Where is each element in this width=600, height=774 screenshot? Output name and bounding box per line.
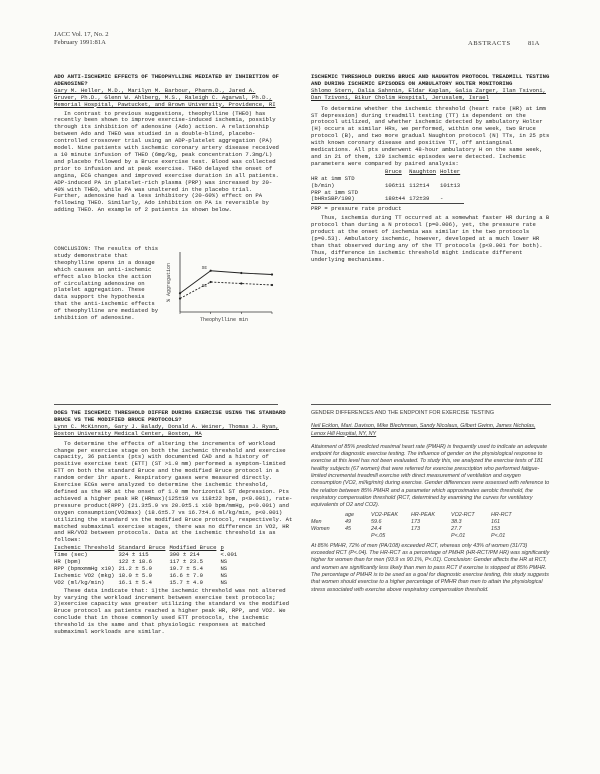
- abstract-authors: Lynn C. McKinnon, Gary J. Balady, Donald A. Weiner, Thomas J. Ryan, Boston University Medical Center, Boston, MA: [54, 422, 279, 437]
- abstract-body-part2: Thus, ischemia during TT occurred at a somewhat faster HR during a B protocol than during a N protocol (p=0.006), yet, the pressure rate product at the onset of ischemia was similar in the two protocols (p=0.53). Ambulatory ischemic, however, developed at a much lower HR than that observed during any of the TT protocols (p<0.001 for both). Thus, difference in ischemic threshold might indicate different underlying mechanisms.: [311, 214, 550, 263]
- data-point: [271, 273, 273, 275]
- table-row: [311, 526, 516, 533]
- table-cell: Women: [311, 526, 330, 533]
- table-cell: 15.7 ± 4.9: [169, 578, 204, 586]
- abstract-conclusion: [54, 246, 160, 406]
- abstract-title: ADO ANTI-ISCHEMIC EFFECTS OF THEOPHYLLINE MEDIATED BY INHIBITION OF ADENOSINE?: [54, 74, 279, 87]
- table-cell: 24.4: [371, 526, 382, 533]
- table-header-cell: age: [345, 511, 354, 518]
- abstract-title: DOES THE ISCHEMIC THRESHOLD DIFFER DURING EXERCISE USING THE STANDARD BRUCE VS THE MODIFIED BRUCE PROTOCOLS?: [54, 410, 286, 423]
- table-header-cell: p: [220, 544, 224, 552]
- abstract-ischemic-threshold-standard-modified-bruce: [54, 410, 294, 735]
- gender-table: [311, 512, 516, 541]
- table-cell: 324 ± 115: [118, 551, 149, 559]
- table-cell: 38.3: [451, 518, 462, 525]
- page-number: 81A: [528, 40, 540, 47]
- abstract-authors: Neil Ecklon, Mari. Davison, Mike Blechmnan, Sandy Nicolaus, Gilbert Gwinn, James Nicholas, Lenox Hill Hospital, NY, NY: [311, 423, 536, 437]
- table-cell: 59.6: [371, 518, 382, 525]
- table-cell: <.001: [220, 551, 238, 559]
- journal-date: February 1991:81A: [54, 39, 106, 46]
- bruce-naughton-table: [311, 169, 464, 205]
- table-cell: 21.2 ± 5.0: [118, 564, 153, 572]
- table-cell: 18.0 ± 5.0: [118, 571, 153, 579]
- table-cell: [440, 190, 464, 197]
- data-point: [179, 297, 181, 299]
- section-divider: [311, 404, 551, 405]
- chart-x-label: Theophylline min: [199, 317, 249, 323]
- data-point: [240, 282, 242, 284]
- abstract-gender-differences: [311, 410, 551, 730]
- table-cell: 27.7: [451, 526, 462, 533]
- table-cell: NS: [220, 578, 228, 586]
- table-header-cell: Holter: [440, 167, 461, 175]
- abstract-body-part2: At 85% PMHR, 72% of men (PA/108) exceeded RCT, whereas only 43% of women (31/73) exceeded RCT (P<.04). The HR-RCT as a percentage of PMHR (HR-RCT/PM HR) was significantly higher for women than for men (93.9 vs 90.1%, P<.01). Conclusion: Gender affects the HR at RCT, and women are significantly less likely than men to pass RCT if exercise is stopped at 85% PMHR. The percentage of PMHR is to be used as a goal for diagnostic exercise testing, this study suggests that women should exercise to a higher percentage of PMHR than men to attain the physiological stress associated with exercise above respiratory compensation threshold.: [311, 542, 550, 593]
- table-footnote: PRP = pressure rate product: [311, 205, 402, 213]
- table-cell: Time (sec): [54, 551, 88, 559]
- abstract-body-part1: To determine whether the ischemic threshold (heart rate (HR) at 1mm ST depression) during treadmill testing (TT) is dependent on the protocol utilized, and whether ischemic detected by ambulatory Holter (H) occurs at similar HRs, we performed, within one week, two Bruce protocol (B), and two more gradual Naughton protocol (N) TTs, in 25 pts with known coronary disease and positive TT, off antianginal medications. All pts underwent 48-hour ambulatory H on the same week, and in 21 of them, 129 ischemic episodes were detected. Ischemic parameters were compared by paired analysis:: [311, 104, 550, 167]
- chart-y-label: % Aggregation: [166, 262, 172, 302]
- table-header-row: [311, 512, 516, 519]
- chart-lines: [179, 265, 273, 300]
- table-cell: P<.05: [371, 533, 386, 540]
- table-header-cell: VO2-PEAK: [371, 511, 398, 518]
- table-row: [311, 196, 464, 203]
- table-cell: 16.1 ± 5.4: [118, 578, 153, 586]
- table-row: [311, 519, 516, 526]
- table-header-cell: [311, 512, 345, 519]
- table-cell: RPP (bpmxmmHg x10): [54, 564, 115, 572]
- table-cell: 172±39: [409, 195, 430, 203]
- data-point: [271, 284, 273, 286]
- section-divider: [54, 404, 278, 405]
- data-point: [179, 292, 181, 294]
- table-header-cell: HR-RCT: [491, 511, 512, 518]
- abstract-body: In contrast to previous suggestions, theophylline (THEO) has recently been shown to improve exercise-induced ischemia, possibly through its inhibition of adenosine (Ado) action. A relationship between Ado and THEO was studied in a double-blind, placebo-controlled crossover trial using an ADP-platelet aggregation (PA) model. Nine patients with ischemic coronary artery disease received a 10 minute infusion of THEO (6mg/kg, peak concentration 7.3mg/L) and placebo followed by a Bruce exercise test. Blood was collected prior to infusion and at peak exercise. THEO delayed the onset of angina, ECG changes and improved exercise duration in all patients. ADP-induced PA in platelet-rich plasma (PRP) was increased by 20-40% with THEO, while PA was unaltered in the placebo trial. Further, adenosine had a less inhibitory (20-60%) effect on PA following THEO. Similarly, Ado inhibition on PA is reversible by adding THEO. An example of 2 patients is shown below.: [54, 109, 279, 214]
- table-cell: -: [440, 195, 444, 203]
- data-point: [240, 272, 242, 274]
- abstract-ischemic-threshold-bruce-naughton: [311, 74, 551, 374]
- table-cell: NS: [220, 564, 228, 572]
- abstract-title: GENDER DIFFERENCES AND THE ENDPOINT FOR EXERCISE TESTING: [311, 410, 495, 416]
- table-cell: 19.7 ± 5.4: [169, 564, 204, 572]
- table-row: [311, 533, 516, 540]
- table-cell: PRP at 1mm STD: [311, 188, 358, 196]
- table-cell: P<.01: [491, 533, 506, 540]
- table-cell: 180±44: [385, 195, 406, 203]
- table-cell: 106±11: [385, 181, 406, 189]
- journal-header: [54, 31, 109, 47]
- aggregation-chart: [162, 244, 282, 324]
- abstract-authors: Gary M. Heller, M.D., Marilyn M. Barbour, Pharm.D., Jared A. Gruver, Ph.D., Glenn W. Ahlberg, M.S., Raleigh C. Agarwal, Ph.D., Memorial Hospital, Pawtucket, and Brown University, Providence, RI: [54, 86, 276, 108]
- table-cell: 112±14: [409, 181, 430, 189]
- table-cell: 45: [345, 526, 351, 533]
- abstract-body-part2: These data indicate that: 1)the ischemic threshold was not altered by varying the workload increment between exercise test protocols; 2)exercise capacity was greater utilizing the standard vs the modified Bruce protocol as patients reached a higher peak HR, RPP, and VO2. We conclude that in those commonly used ETT protocols, the ischemic threshold is the same and that physiologic responses at matched submaximal workloads are similar.: [54, 586, 289, 636]
- table-cell: HR at 1mm STD: [311, 174, 355, 182]
- table-cell: 49: [345, 518, 351, 525]
- table-cell: 16.6 ± 7.0: [169, 571, 204, 579]
- conclusion-text: CONCLUSION: The results of this study demonstrate that theophylline opens in a dosage which causes an anti-ischemic effect also blocks the action of circulating adenosine on platelet aggregation. These data support the hypothesis that the anti-ischemic effects of theophylline are mediated by inhibition of adenosine.: [54, 246, 159, 322]
- abstract-title: ISCHEMIC THRESHOLD DURING BRUCE AND NAUGHTON PROTOCOL TREADMILL TESTING AND DURING ISCHEMIC EPISODES ON AMBULATORY HOLTER MONITORING: [311, 74, 550, 87]
- table-cell: 390 ± 214: [169, 551, 200, 559]
- table-cell: NS: [220, 558, 228, 566]
- table-header-cell: VO2-RCT: [451, 511, 475, 518]
- table-header-cell: Standard Bruce: [118, 544, 166, 552]
- annotation-label: SE: [201, 265, 208, 271]
- table-header-cell: Bruce: [385, 167, 402, 175]
- table-cell: 101±13: [440, 181, 461, 189]
- table-cell: VO2 (ml/kg/min): [54, 578, 105, 586]
- table-cell: HR (bpm): [54, 558, 81, 566]
- data-point: [210, 281, 212, 283]
- abstract-authors: Shlomo Stern, Dalia Sahnnin, Eldar Kaplan, Galia Zarger, Ilan Tsivoni, Dan Tzivoni, Bikur Cholim Hospital, Jerusalem, Israel: [311, 86, 546, 101]
- table-cell: [345, 533, 371, 540]
- table-header-cell: Ischemic Threshold: [54, 544, 115, 552]
- table-cell: P<.01: [451, 533, 466, 540]
- table-header-cell: Modified Bruce: [169, 544, 217, 552]
- table-cell: [311, 533, 345, 540]
- table-cell: 122 ± 18.6: [118, 558, 153, 566]
- table-cell: 161: [491, 518, 500, 525]
- table-cell: 173: [411, 526, 420, 533]
- table-cell: Ischemic VO2 (mkg): [54, 571, 115, 579]
- table-header-cell: HR-PEAK: [411, 511, 435, 518]
- table-cell: 153: [491, 526, 500, 533]
- table-cell: 173: [411, 518, 420, 525]
- journal-name: JACC Vol. 17, No. 2: [54, 31, 109, 38]
- abstract-body-part1: To determine the effects of altering the increments of workload change per exercise stage on both the ischemic threshold and exercise capacity, 36 patients (pts) with documented CAD and a history of positive exercise test (ETT) (ST >1.0 mm) performed a symptom-limited ETT on both the standard Bruce and the modified Bruce protocol in a random order 1hr apart. Respiratory gases were measured directly. Exercise ECGs were analyzed to determine the ischemic threshold, defined as the HR at the onset of 1.0 mm horizontal ST depression. Pts achieved a higher peak HR (HRmax)(125±19 vs 118±22 bpm, p<0.001), rate-pressure product(RPP) (21.3±5.9 vs 20.0±5.1 x10 bpm/mmHg, p<0.001) and oxygen consumption(VO2max) (18.6±5.7 vs 16.7±4.6 ml/kg/min, p<0.001) utilizing the standard vs the modified Bruce protocol, respectively. At matched submaximal exercise stages, there was no difference in VO2, HR and HR/VO2 between protocols. Data at the ischemic threshold is as follows:: [54, 439, 293, 544]
- section-header: ABSTRACTS: [468, 40, 511, 47]
- abstract-body-part1: Attainment of 85% predicted maximal heart rate (PMHR) is frequently used to indicate an adequate endpoint for diagnostic exercise testing. The influence of gender on the physiological response to exercise at this level has not been evaluated. To study this, we analyzed the exercise tests of 181 healthy subjects (67 women) that were referred for exercise prescription who performed fatigue-limited incremental treadmill exercise with direct measurement of ventilation and oxygen consumption (VO2, ml/kg/min) during exercise. Gender differences were assessed with reference to the relation between 85% PMHR and a parameter which approximates aerobic threshold, the respiratory compensation threshold (RCT, determined by examining the curves for ventilatory equivalents of O2 and CO2).: [311, 443, 550, 509]
- series-line: [180, 271, 272, 294]
- data-point: [210, 270, 212, 272]
- series-line: [180, 282, 272, 299]
- bruce-protocols-table: [54, 545, 241, 586]
- table-cell: [411, 533, 451, 540]
- table-header-cell: Naughton: [409, 167, 437, 175]
- table-cell: (bHRxSBP/100): [311, 195, 355, 203]
- table-cell: NS: [220, 571, 228, 579]
- table-cell: 117 ± 23.5: [169, 558, 204, 566]
- table-cell: (b/min): [311, 181, 335, 189]
- table-cell: Men: [311, 518, 322, 525]
- annotation-label: SE: [201, 284, 208, 289]
- table-row: [54, 580, 241, 587]
